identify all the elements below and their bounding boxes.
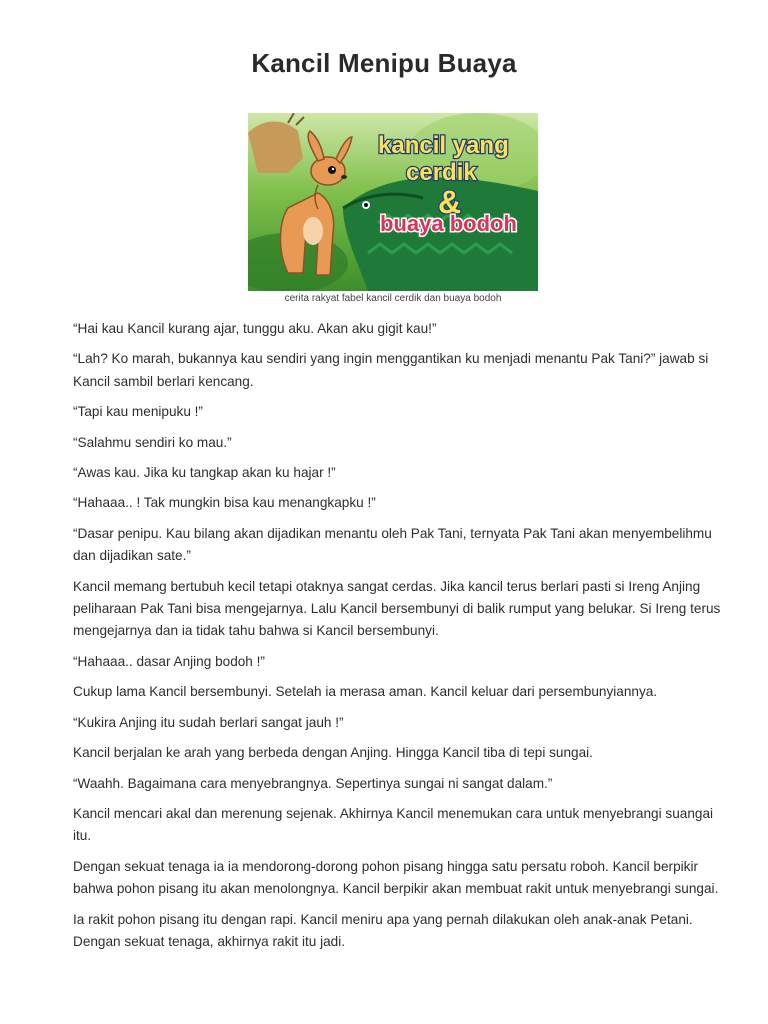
paragraph: Kancil mencari akal dan merenung sejenak. Akhirnya Kancil menemukan cara untuk menyebrangi suangai itu. <box>73 805 714 844</box>
article-body <box>73 318 723 961</box>
article-title: Kancil Menipu Buaya <box>251 48 517 78</box>
paragraph: Kancil berjalan ke arah yang berbeda dengan Anjing. Hingga Kancil tiba di tepi sungai. <box>73 745 593 761</box>
paragraph: “Hahaaa.. ! Tak mungkin bisa kau menangkapku !” <box>73 495 376 511</box>
image-ampersand: & <box>438 184 462 220</box>
paragraph: “Hahaaa.. dasar Anjing bodoh !” <box>73 653 265 669</box>
paragraph: Kancil memang bertubuh kecil tetapi otaknya sangat cerdas. Jika kancil terus berlari pasti si Ireng Anjing peliharaan Pak Tani bisa mengejarnya. Lalu Kancil bersembunyi di balik rumput yang belukar. Si Ireng terus mengejarnya dan ia tidak tahu bahwa si Kancil bersembunyi. <box>73 578 721 639</box>
illustration-svg <box>248 113 538 291</box>
paragraph: “Waahh. Bagaimana cara menyebrangnya. Sepertinya sungai ni sangat dalam.” <box>73 775 553 791</box>
paragraph: “Kukira Anjing itu sudah berlari sangat jauh !” <box>73 714 344 730</box>
paragraph: Ia rakit pohon pisang itu dengan rapi. Kancil meniru apa yang pernah dilakukan oleh anak-anak Petani. Dengan sekuat tenaga, akhirnya rakit itu jadi. <box>73 911 693 949</box>
paragraph: “Awas kau. Jika ku tangkap akan ku hajar !” <box>73 465 336 481</box>
paragraph: Dengan sekuat tenaga ia ia mendorong-dorong pohon pisang hingga satu persatu roboh. Kancil berpikir bahwa pohon pisang itu akan menolongnya. Kancil berpikir akan membuat rakit untuk menyebrangi sungai. <box>73 858 719 897</box>
image-caption: cerita rakyat fabel kancil cerdik dan buaya bodoh <box>284 293 502 304</box>
paragraph: “Salahmu sendiri ko mau.” <box>73 434 232 450</box>
paragraph: “Hai kau Kancil kurang ajar, tunggu aku. Akan aku gigit kau!” <box>73 321 437 336</box>
image-title-line2: cerdik <box>406 159 477 186</box>
image-title-line1: kancil yang <box>378 132 509 159</box>
paragraph: “Lah? Ko marah, bukannya kau sendiri yang ingin menggantikan ku menjadi menantu Pak Tani?” jawab si Kancil sambil berlari kencang. <box>73 351 709 389</box>
image-title-line3: buaya bodoh <box>380 211 517 236</box>
paragraph: “Dasar penipu. Kau bilang akan dijadikan menantu oleh Pak Tani, ternyata Pak Tani akan menyembelihmu dan dijadikan sate.” <box>73 525 712 564</box>
paragraph: “Tapi kau menipuku !” <box>73 404 203 420</box>
paragraph: Cukup lama Kancil bersembunyi. Setelah ia merasa aman. Kancil keluar dari persembunyiannya. <box>73 684 658 700</box>
illustration-kancil-buaya <box>248 113 538 291</box>
